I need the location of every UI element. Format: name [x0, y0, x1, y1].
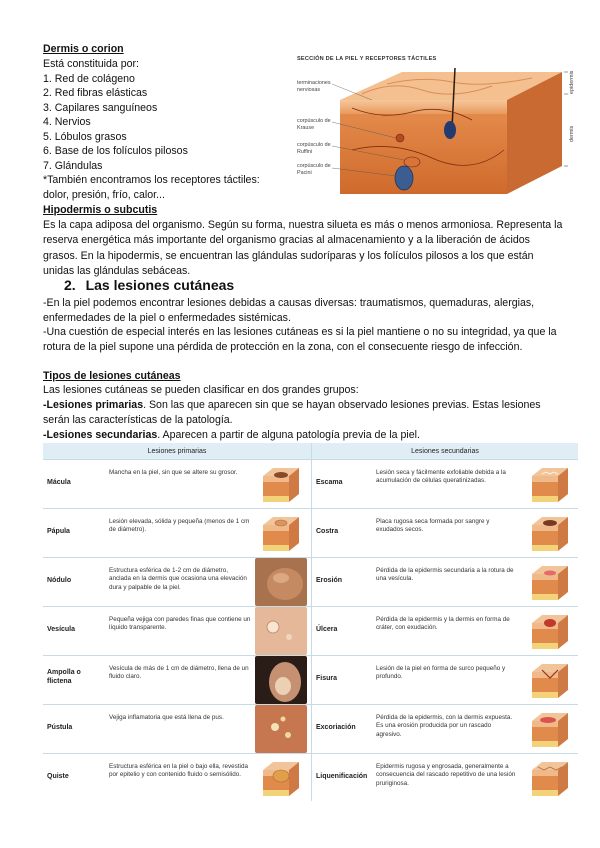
secundarias-label: -Lesiones secundarias — [43, 429, 158, 441]
primary-lesion-name: Pústula — [47, 724, 73, 731]
table-row-primary — [43, 704, 311, 754]
table-header-secondary: Lesiones secundarias — [312, 443, 578, 459]
diagram-label: terminaciones nerviosas — [297, 80, 331, 93]
dermis-note: dolor, presión, frío, calor... — [43, 189, 165, 201]
skin-block-illustration — [259, 756, 303, 800]
secondary-lesion-name: Úlcera — [316, 626, 338, 633]
skin-block-illustration — [528, 658, 572, 702]
section2-paragraph: -En la piel podemos encontrar lesiones debidas a causas diversas: traumatismos, quemaduras, alergias, enfermedades de la piel o enfermedades sistémicas. — [43, 297, 535, 325]
table-row-secondary — [312, 459, 578, 509]
dermis-heading: Dermis o corion — [43, 43, 124, 55]
hipodermis-heading: Hipodermis o subcutis — [43, 204, 158, 216]
primary-lesion-desc: Vejiga inflamatoria que está llena de pus. — [109, 714, 224, 721]
table-row-primary — [43, 459, 311, 509]
dermis-item: 4. Nervios — [43, 116, 91, 128]
primary-lesion-desc: Estructura esférica de 1-2 cm de diámetro, anclada en la dermis que ocasiona una elevación dura y palpable de la piel. — [109, 567, 247, 591]
primarias-paragraph — [43, 398, 563, 429]
diagram-title: SECCIÓN DE LA PIEL Y RECEPTORES TÁCTILES — [297, 56, 437, 62]
primary-lesion-desc: Lesión elevada, sólida y pequeña (menos de 1 cm de diámetro). — [109, 518, 250, 534]
secondary-lesion-desc: Pérdida de la epidermis, con la dermis expuesta. Es una erosión producida por un rascado agresivo. — [376, 714, 513, 738]
skin-block-illustration — [528, 511, 572, 555]
dermis-intro: Está constituida por: — [43, 58, 139, 70]
dermis-note: *También encontramos los receptores táctiles: — [43, 174, 260, 186]
diagram-side-label: dermis — [569, 125, 575, 142]
table-row-primary — [43, 753, 311, 803]
table-row-secondary — [312, 557, 578, 607]
tipos-heading: Tipos de lesiones cutáneas — [43, 370, 181, 382]
table-row-primary — [43, 606, 311, 656]
diagram-label: corpúsculo de Ruffini — [297, 142, 331, 155]
primary-lesion-desc: Mancha en la piel, sin que se altere su grosor. — [109, 469, 238, 476]
skin-block-illustration — [528, 707, 572, 751]
diagram-label: corpúsculo de Pacini — [297, 163, 331, 176]
secundarias-paragraph — [43, 428, 563, 443]
secondary-lesion-desc: Placa rugosa seca formada por sangre y exudados secos. — [376, 518, 490, 534]
tipos-intro: Las lesiones cutáneas se pueden clasificar en dos grandes grupos: — [43, 384, 359, 396]
primary-lesion-name: Quiste — [47, 773, 69, 780]
dermis-item: 3. Capilares sanguíneos — [43, 102, 158, 114]
skin-block-illustration — [528, 756, 572, 800]
secondary-lesion-name: Fisura — [316, 675, 338, 682]
skin-block-illustration — [528, 462, 572, 506]
lesion-photo-blister — [255, 656, 307, 704]
primarias-label: -Lesiones primarias — [43, 399, 144, 411]
skin-block-illustration — [259, 462, 303, 506]
primary-lesion-name: Mácula — [47, 479, 71, 486]
skin-block-illustration — [528, 609, 572, 653]
secondary-lesion-name: Escama — [316, 479, 343, 486]
table-row-secondary — [312, 508, 578, 558]
secondary-lesion-desc: Lesión seca y fácilmente exfoliable debida a la acumulación de células queratinizadas. — [376, 469, 506, 485]
table-row-primary — [43, 655, 311, 705]
table-header-primary: Lesiones primarias — [43, 443, 311, 459]
skin-section-diagram — [292, 50, 577, 208]
lesion-photo-pustule — [255, 705, 307, 753]
primary-lesion-desc: Vesícula de más de 1 cm de diámetro, llena de un fluido claro. — [109, 665, 249, 681]
primary-lesion-desc: Estructura esférica en la piel o bajo ella, revestida por epitelio y con contenido fluido o semisólido. — [109, 763, 248, 779]
table-row-primary — [43, 508, 311, 558]
primary-lesion-name: Ampolla o flictena — [47, 669, 81, 685]
section2-paragraph: -Una cuestión de especial interés en las lesiones cutáneas es si la piel mantiene o no su integridad, ya que la rotura de la piel supone una pérdida de protección en la zona, con el consecuente riesgo de infección. — [43, 326, 557, 354]
hipodermis-text: Es la capa adiposa del organismo. Según su forma, nuestra silueta es más o menos armoniosa. Representa la reserva energética más importante del organismo gracias al almacenamiento y a la liberación de ácidos grasos. En la hipodermis, se encuentran las glándulas sudoríparas y los folículos pilosos a los que están unidas las glándulas sebáceas. — [43, 219, 563, 277]
secundarias-text: . Aparecen a partir de alguna patología previa de la piel. — [157, 429, 420, 441]
diagram-side-label: epidermis — [569, 70, 575, 94]
primarias-text: . Son las que aparecen sin que se hayan observado lesiones previas. Estas lesiones serán las características de la patología. — [43, 399, 541, 427]
secondary-lesion-desc: Lesión de la piel en forma de surco pequeño y profundo. — [376, 665, 506, 681]
skin-block-illustration — [528, 560, 572, 604]
secondary-lesion-desc: Pérdida de la epidermis y la dermis en forma de cráter, con exudación. — [376, 616, 510, 632]
dermis-item: 7. Glándulas — [43, 160, 103, 172]
dermis-item: 5. Lóbulos grasos — [43, 131, 127, 143]
primary-lesion-name: Pápula — [47, 528, 70, 535]
primary-lesion-name: Nódulo — [47, 577, 72, 584]
dermis-item: 6. Base de los folículos pilosos — [43, 145, 188, 157]
dermis-item: 2. Red fibras elásticas — [43, 87, 148, 99]
table-row-secondary — [312, 753, 578, 803]
secondary-lesion-name: Excoriación — [316, 724, 356, 731]
secondary-lesion-desc: Epidermis rugosa y engrosada, generalmente a consecuencia del rascado repetitivo de una lesión pruriginosa. — [376, 763, 516, 787]
secondary-lesion-name: Erosión — [316, 577, 343, 584]
table-row-secondary — [312, 655, 578, 705]
primary-lesion-name: Vesícula — [47, 626, 76, 633]
lesion-photo-vesicle — [255, 607, 307, 655]
diagram-label: corpúsculo de Krause — [297, 118, 331, 131]
table-row-secondary — [312, 606, 578, 656]
secondary-lesion-name: Liquenificación — [316, 773, 368, 780]
lesion-photo-nodule — [255, 558, 307, 606]
secondary-lesion-name: Costra — [316, 528, 339, 535]
primary-lesion-desc: Pequeña vejiga con paredes finas que contiene un líquido transparente. — [109, 616, 251, 632]
table-row-secondary — [312, 704, 578, 754]
lesions-table — [43, 443, 578, 801]
section-number: 2. — [64, 277, 76, 293]
dermis-item: 1. Red de colágeno — [43, 73, 135, 85]
section-title: Las lesiones cutáneas — [85, 277, 235, 293]
table-row-primary — [43, 557, 311, 607]
secondary-lesion-desc: Pérdida de la epidermis secundaria a la rotura de una vesícula. — [376, 567, 514, 583]
section-heading — [64, 277, 234, 293]
skin-block-illustration — [259, 511, 303, 555]
